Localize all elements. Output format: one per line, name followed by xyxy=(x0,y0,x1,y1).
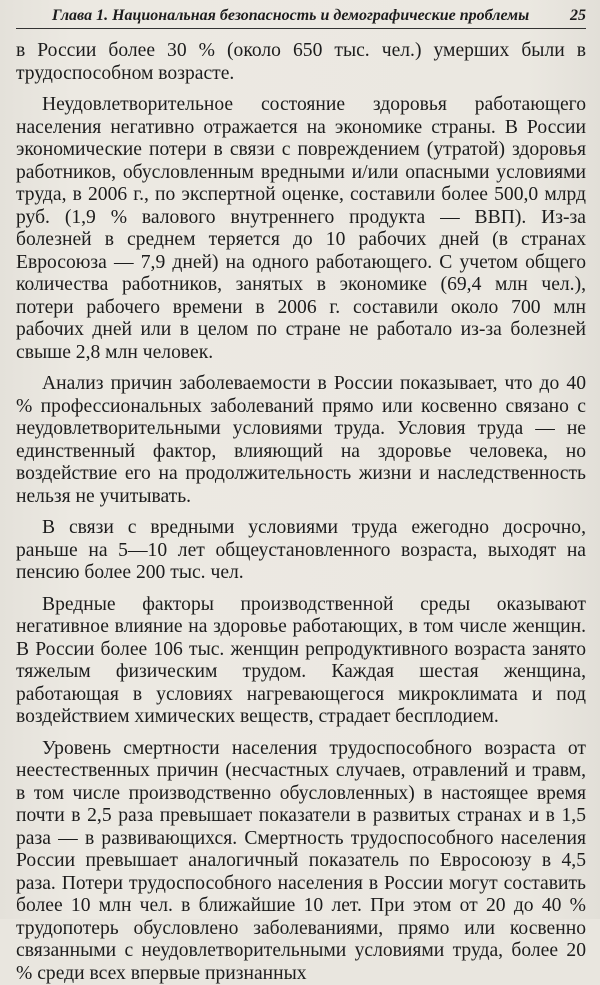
paragraph-mortality-level: Уровень смертности населения трудоспособного возраста от неестественных причин (несчастных случаев, отравлений и травм, в том числе производственно обусловленных) в настоящее время почти в 2,5 раза превышает показатели в развитых странах и в 1,5 раза — в развивающихся. Смертность трудоспособного населения России превышает аналогичный показатель по Евросоюзу в 4,5 раза. Потери трудоспособного населения в России могут составить более 10 млн чел. в ближайшие 10 лет. При этом от 20 до 40 % трудопотерь обусловлено заболеваниями, прямо или косвенно связанными с неудовлетворительными условиями труда, более 20 % среди всех впервые признанных xyxy=(16,738,586,985)
paragraph-economic-losses: Неудовлетворительное состояние здоровья работающего населения негативно отражается на экономике страны. В России экономические потери в связи с повреждением (утратой) здоровья работников, обусловленным вредными и/или опасными условиями труда, в 2006 г., по экспертной оценке, составили более 500,0 млрд руб. (1,9 % валового внутреннего продукта — ВВП). Из-за болезней в среднем теряется до 10 рабочих дней (в странах Евросоюза — 7,9 дней) на одного работающего. С учетом общего количества работников, занятых в экономике (69,4 млн чел.), потери рабочего времени в 2006 г. составили около 700 млн рабочих дней или в целом по стране не работало из-за болезней свыше 2,8 млн человек. xyxy=(16,94,586,364)
paragraph-continued: в России более 30 % (около 650 тыс. чел.) умерших были в трудоспособном возрасте. xyxy=(16,40,586,85)
paragraph-early-retirement: В связи с вредными условиями труда ежегодно досрочно, раньше на 5—10 лет общеустановленного возраста, выходят на пенсию более 200 тыс. чел. xyxy=(16,517,586,585)
paragraph-morbidity-analysis: Анализ причин заболеваемости в России показывает, что до 40 % профессиональных заболеваний прямо или косвенно связано с неудовлетворительными условиями труда. Условия труда — не единственный фактор, влияющий на здоровье человека, но воздействие его на продолжительность жизни и наследственность нельзя не учитывать. xyxy=(16,373,586,508)
running-header xyxy=(16,6,586,29)
body-text xyxy=(16,40,586,985)
paragraph-harmful-factors: Вредные факторы производственной среды оказывают негативное влияние на здоровье работающих, в том числе женщин. В России более 106 тыс. женщин репродуктивного возраста занято тяжелым физическим трудом. Каждая шестая женщина, работающая в условиях нагревающегося микроклимата и под воздействием химических веществ, страдает бесплодием. xyxy=(16,594,586,729)
chapter-title: Глава 1. Национальная безопасность и демографические проблемы xyxy=(16,6,558,26)
page-number: 25 xyxy=(558,6,586,26)
